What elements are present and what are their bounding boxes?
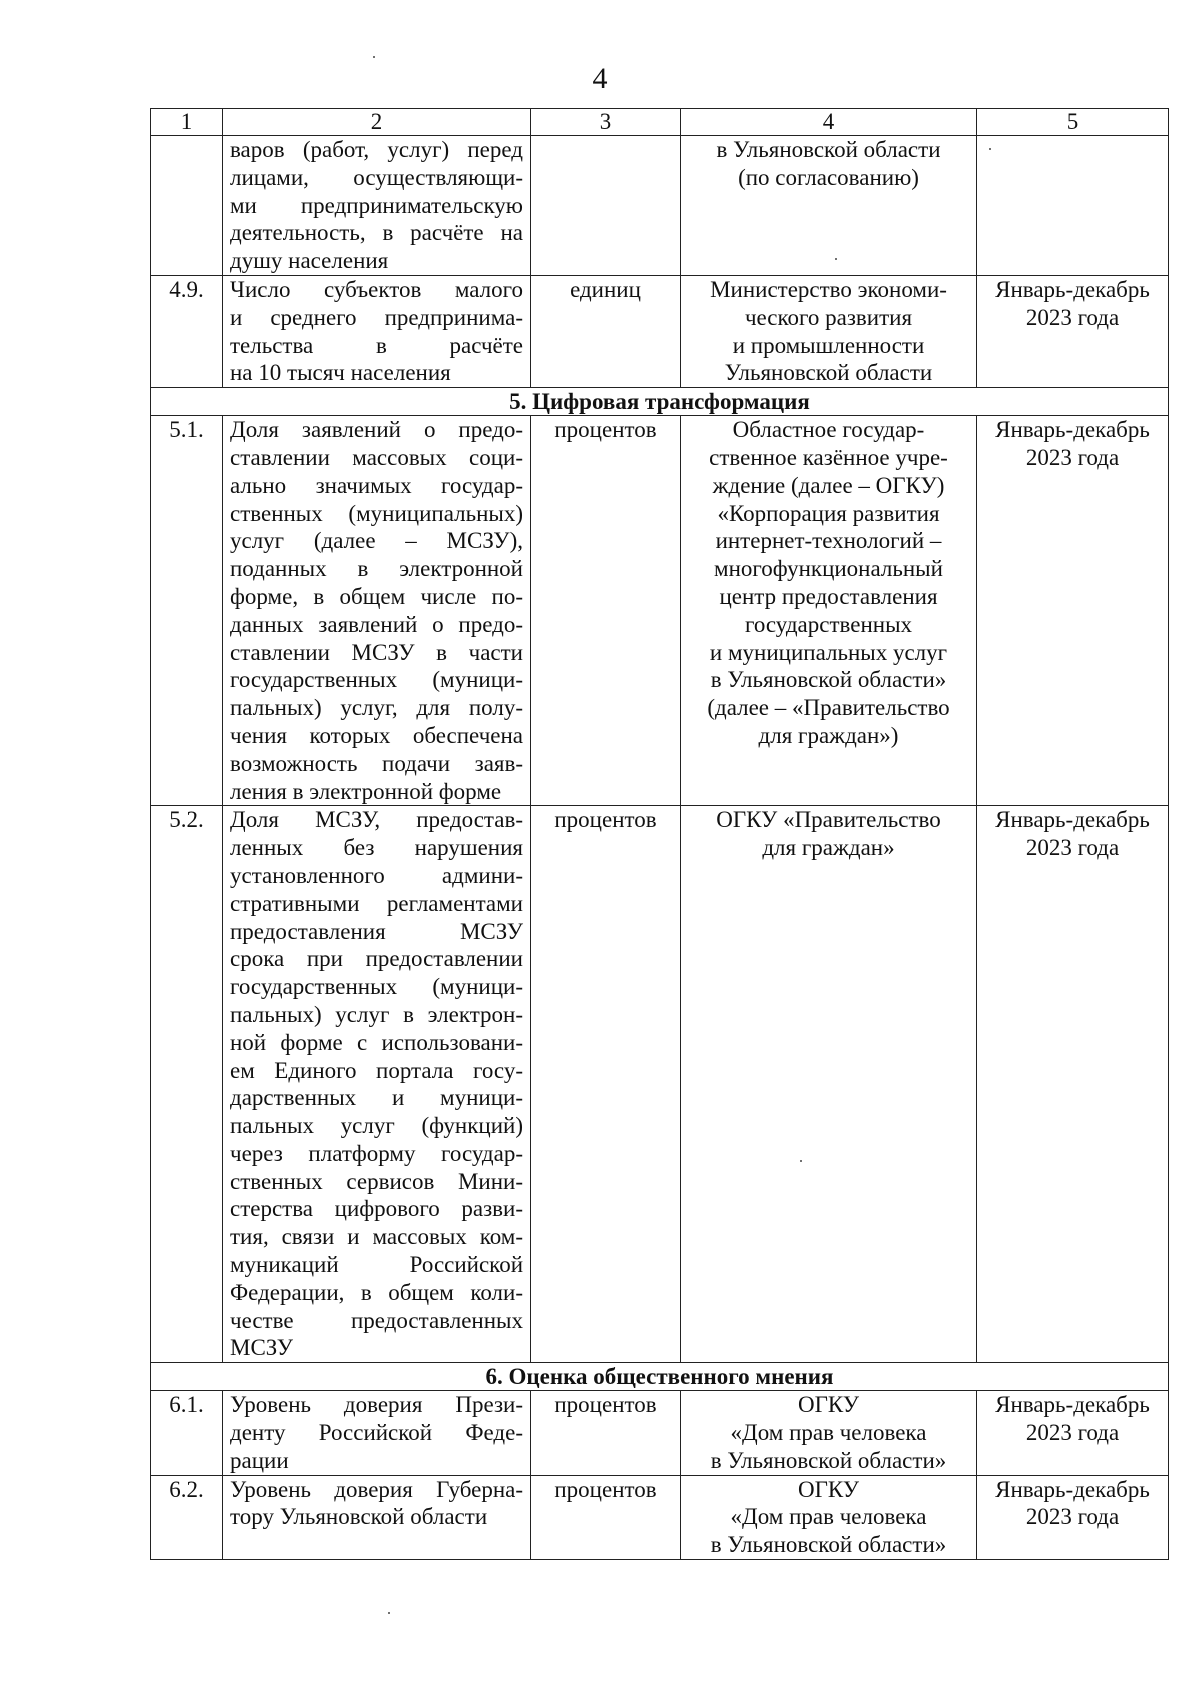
indicator-line: варов (работ, услуг) перед (230, 137, 523, 162)
indicator-line: лицами, осуществляющи- (230, 164, 523, 190)
indicator-line: муникаций Российской (230, 1252, 523, 1278)
indicator-line: Доля заявлений о предо- (230, 417, 523, 443)
table-row-continuation (151, 136, 1169, 276)
row-number: 6.1. (151, 1391, 223, 1475)
responsible-line: в Ульяновской области» (710, 1447, 947, 1473)
indicator-cell (223, 1475, 531, 1559)
indicator-line: честве предоставленных (230, 1307, 523, 1333)
period-line: Январь-декабрь (995, 807, 1150, 833)
indicator-line: форме, в общем числе по- (230, 583, 523, 609)
indicator-line: ставлении массовых соци- (230, 444, 523, 470)
row-number: 5.1. (151, 416, 223, 806)
period-cell (977, 1391, 1169, 1475)
indicator-line: ми предпринимательскую (230, 192, 523, 218)
responsible-line: Министерство экономи- (710, 276, 947, 302)
indicator-line: рации (230, 1447, 289, 1473)
indicator-line: ственных сервисов Мини- (230, 1168, 523, 1194)
table-row-5-1 (151, 416, 1169, 806)
indicator-line: Федерации, в общем коли- (230, 1279, 523, 1305)
indicator-line: тору Ульяновской области (230, 1504, 488, 1530)
column-number-3: 3 (531, 109, 681, 136)
indicator-line: ально значимых государ- (230, 472, 523, 498)
indicator-line: ления в электронной форме (230, 778, 502, 804)
indicator-line: стративными регламентами (230, 890, 523, 916)
responsible-line: и промышленности (732, 332, 925, 358)
indicator-line: тельства в расчёте (230, 332, 523, 358)
indicator-line: ной форме с использовани- (230, 1029, 523, 1055)
responsible-line: Областное государ- (732, 417, 925, 443)
responsible-line: «Дом прав человека (730, 1504, 927, 1530)
unit-cell: процентов (531, 416, 681, 806)
period-line: Январь-декабрь (995, 1476, 1150, 1502)
indicator-line: Число субъектов малого (230, 276, 523, 302)
indicator-line: деятельность, в расчёте на (230, 220, 523, 246)
responsible-line: в Ульяновской области» (710, 1532, 947, 1558)
indicator-line: МСЗУ (230, 1335, 294, 1361)
indicator-line: ем Единого портала госу- (230, 1057, 523, 1083)
indicator-cell (223, 136, 531, 276)
indicator-line: на 10 тысяч населения (230, 360, 451, 386)
table-row-6-1 (151, 1391, 1169, 1475)
section-title: 5. Цифровая трансформация (151, 388, 1169, 416)
table-row-5-2 (151, 806, 1169, 1363)
indicator-line: душу населения (230, 248, 389, 274)
unit-cell: процентов (531, 1391, 681, 1475)
section-row-5 (151, 388, 1169, 416)
indicator-line: ставлении МСЗУ в части (230, 639, 523, 665)
table-row-6-2 (151, 1475, 1169, 1559)
scan-speck (388, 1612, 390, 1614)
responsible-cell (681, 416, 977, 806)
unit-cell: единиц (531, 275, 681, 387)
responsible-line: в Ульяновской области (716, 137, 941, 162)
row-number: 6.2. (151, 1475, 223, 1559)
section-title: 6. Оценка общественного мнения (151, 1363, 1169, 1391)
period-line: 2023 года (1025, 1420, 1120, 1446)
indicator-line: тия, связи и массовых ком- (230, 1224, 523, 1250)
scan-speck (373, 56, 375, 58)
responsible-line: Ульяновской области (724, 360, 933, 386)
column-header-row (151, 109, 1169, 136)
column-number-4: 4 (681, 109, 977, 136)
responsible-line: «Корпорация развития (717, 500, 940, 526)
unit-cell (531, 136, 681, 276)
period-cell (977, 136, 1169, 276)
indicator-line: услуг (далее – МСЗУ), (230, 528, 523, 554)
period-cell (977, 806, 1169, 1363)
indicator-cell (223, 416, 531, 806)
responsible-line: ждение (далее – ОГКУ) (712, 472, 945, 498)
indicator-line: предоставления МСЗУ (230, 918, 523, 944)
period-line: Январь-декабрь (995, 276, 1150, 302)
responsible-line: ОГКУ (797, 1392, 860, 1418)
table-row-4-9 (151, 275, 1169, 387)
period-cell (977, 416, 1169, 806)
indicator-cell (223, 275, 531, 387)
indicator-line: государственных (муници- (230, 667, 523, 693)
indicators-table (150, 108, 1169, 1560)
indicator-line: Доля МСЗУ, предостав- (230, 807, 523, 833)
indicator-line: Уровень доверия Губерна- (230, 1476, 523, 1502)
responsible-line: ОГКУ «Правительство (716, 807, 941, 833)
column-number-5: 5 (977, 109, 1169, 136)
responsible-line: государственных (744, 611, 913, 637)
indicator-line: ственных (муниципальных) (230, 500, 523, 526)
period-cell (977, 1475, 1169, 1559)
indicator-line: денту Российской Феде- (230, 1420, 523, 1446)
responsible-line: для граждан» (762, 835, 895, 861)
responsible-line: в Ульяновской области» (710, 667, 947, 693)
row-number-cell (151, 136, 223, 276)
indicator-line: данных заявлений о предо- (230, 611, 523, 637)
indicator-cell (223, 806, 531, 1363)
indicator-cell (223, 1391, 531, 1475)
period-line: 2023 года (1025, 835, 1120, 861)
responsible-line: центр предоставления (719, 583, 938, 609)
indicator-line: срока при предоставлении (230, 946, 523, 972)
period-line: 2023 года (1025, 1504, 1120, 1530)
responsible-cell (681, 275, 977, 387)
indicator-line: ленных без нарушения (230, 835, 523, 861)
responsible-line: для граждан») (758, 722, 899, 748)
scan-speck (989, 148, 991, 150)
unit-cell: процентов (531, 806, 681, 1363)
responsible-line: ственное казённое учре- (709, 444, 948, 470)
responsible-cell (681, 1475, 977, 1559)
responsible-line: (далее – «Правительство (707, 695, 950, 721)
row-number: 5.2. (151, 806, 223, 1363)
indicator-line: и среднего предпринима- (230, 304, 523, 330)
column-number-2: 2 (223, 109, 531, 136)
period-line: Январь-декабрь (995, 1392, 1150, 1418)
indicator-line: Уровень доверия Прези- (230, 1392, 523, 1418)
period-cell (977, 275, 1169, 387)
indicator-line: пальных) услуг в электрон- (230, 1001, 523, 1027)
responsible-line: и муниципальных услуг (709, 639, 948, 665)
scan-speck (835, 258, 837, 260)
responsible-line: интернет-технологий – (715, 528, 942, 554)
period-line: Январь-декабрь (995, 417, 1150, 443)
indicator-line: возможность подачи заяв- (230, 750, 523, 776)
responsible-cell (681, 806, 977, 1363)
responsible-cell (681, 136, 977, 276)
period-line: 2023 года (1025, 304, 1120, 330)
indicator-line: поданных в электронной (230, 556, 523, 582)
indicator-line: чения которых обеспечена (230, 722, 523, 748)
indicator-line: государственных (муници- (230, 974, 523, 1000)
column-number-1: 1 (151, 109, 223, 136)
responsible-line: ческого развития (744, 304, 913, 330)
responsible-cell (681, 1391, 977, 1475)
responsible-line: (по согласованию) (738, 164, 919, 190)
scan-speck (800, 1160, 802, 1162)
indicator-line: пальных) услуг, для полу- (230, 695, 523, 721)
indicator-line: через платформу государ- (230, 1140, 523, 1166)
period-line: 2023 года (1025, 444, 1120, 470)
responsible-line: «Дом прав человека (730, 1420, 927, 1446)
indicator-line: пальных услуг (функций) (230, 1113, 523, 1139)
page-number: 4 (592, 62, 608, 95)
section-row-6 (151, 1363, 1169, 1391)
indicator-line: установленного админи- (230, 862, 523, 888)
unit-cell: процентов (531, 1475, 681, 1559)
indicator-line: дарственных и муници- (230, 1085, 523, 1111)
indicator-line: стерства цифрового разви- (230, 1196, 523, 1222)
responsible-line: многофункциональный (714, 556, 943, 582)
responsible-line: ОГКУ (797, 1476, 860, 1502)
row-number: 4.9. (151, 275, 223, 387)
